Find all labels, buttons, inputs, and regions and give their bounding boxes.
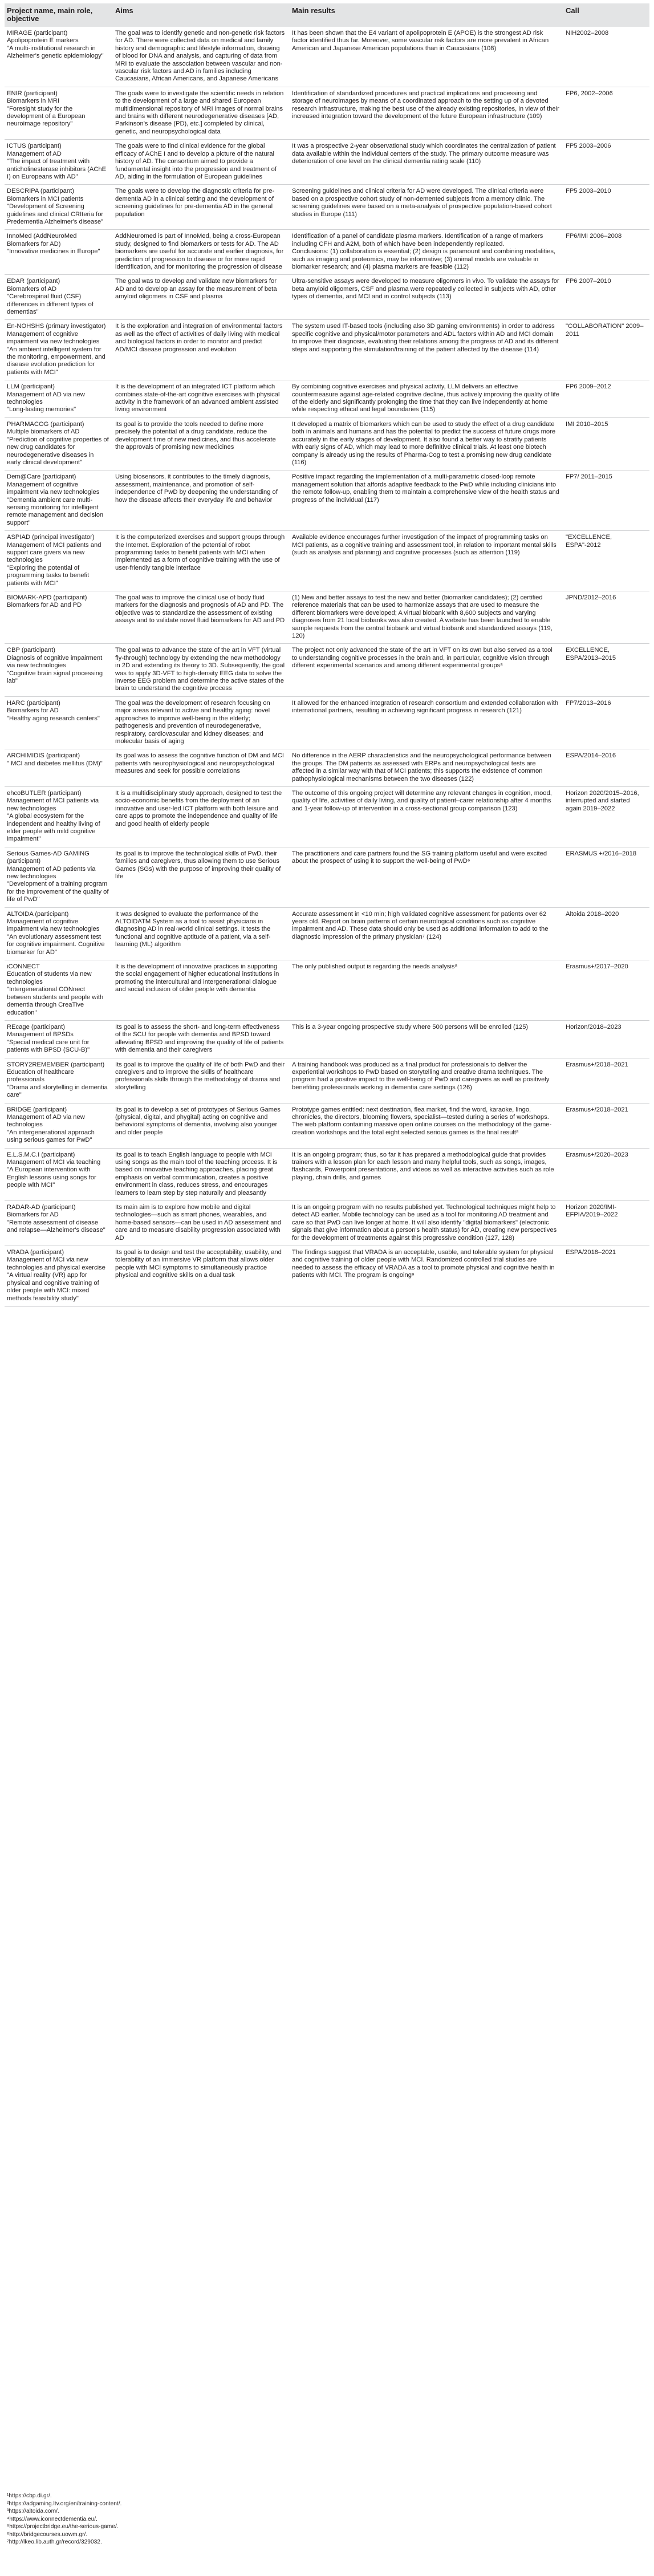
cell-project: Dem@Care (participant) Management of cognitive impairment via new technologies "Dementia ambient care multi-sensing monitoring for intelligent remote management and decision support" xyxy=(5,470,113,531)
footnote: ⁴https://www.iconnectdementia.eu/. xyxy=(7,2516,98,2522)
cell-aims: The goals were to develop the diagnostic criteria for pre-dementia AD in a clinical setting and the development of screening guidelines for pre-dementia AD in the general population xyxy=(113,185,290,230)
cell-main-results: The practitioners and care partners found the SG training platform useful and were excited about the prospect of using it to support the well-being of PwD⁶ xyxy=(290,847,563,907)
table-row xyxy=(5,470,649,531)
cell-project: VRADA (participant) Management of MCI via new technologies and physical exercise "A virtual reality (VR) app for physical and cognitive training of older people with MCI: mixed methods feasibility study" xyxy=(5,1246,113,1307)
cell-call: FP7/ 2011–2015 xyxy=(563,470,649,531)
cell-aims: The goal was to identify genetic and non-genetic risk factors for AD. There were collected data on medical and family history and demographic and lifestyle information, drawing of blood for DNA and analysis, and capturing of data from MRI to evaluate the association between vascular and non-vascular risk factors and AD in families including Caucasians, African Americans, and Japanese Americans xyxy=(113,27,290,87)
cell-aims: It is a multidisciplinary study approach, designed to test the socio-economic benefits from the deployment of an innovative and user-led ICT platform with both leisure and care apps to promote the independence and quality of life and good health of elderly people xyxy=(113,786,290,847)
cell-call: FP6, 2002–2006 xyxy=(563,87,649,139)
cell-main-results: Accurate assessment in <10 min; high validated cognitive assessment for patients over 62 years old. Report on brain patterns of certain neurological conditions such as cognitive impairment and AD. These data should only be used as additional information to add to the diagnostic impression of the primary physician⁷ (124) xyxy=(290,907,563,960)
cell-call: FP5 2003–2010 xyxy=(563,185,649,230)
cell-aims: Its goal was to assess the cognitive function of DM and MCI patients with neurophysiological and neuropsychological measures and seek for possible correlations xyxy=(113,749,290,787)
cell-call: JPND/2012–2016 xyxy=(563,591,649,644)
cell-main-results: It is an ongoing program with no results published yet. Technological techniques might help to detect AD earlier. Mobile technology can be used as a tool for monitoring AD treatment and care so that PwD can live longer at home. It will also identify "digital biomarkers" (electronic signals that give information about a person's health status) for AD, creating new perspectives for the development of treatments against this progressive condition (127, 128) xyxy=(290,1201,563,1246)
cell-aims: It was designed to evaluate the performance of the ALTOIDATM System as a tool to assist physicians in diagnosing AD in real-world clinical settings. It tests the functional and cognitive aptitude of a patient, via a self-learning (ML) algorithm xyxy=(113,907,290,960)
cell-aims: The goals were to find clinical evidence for the global efficacy of AChE I and to develop a picture of the natural history of AD. The consortium aimed to provide a fundamental insight into the progression and treatment of AD, aiding in the formulation of European guidelines xyxy=(113,140,290,185)
cell-call: FP7/2013–2016 xyxy=(563,696,649,749)
footnotes xyxy=(7,2492,645,2546)
cell-project: Serious Games-AD GAMING (participant) Management of AD patients via new technologies "Development of a training program for the improvement of the quality of life of PwD" xyxy=(5,847,113,907)
table-row xyxy=(5,1201,649,1246)
cell-project: ICTUS (participant) Management of AD "The impact of treatment with anticholinesterase inhibitors (AChE I) on Europeans with AD" xyxy=(5,140,113,185)
cell-aims: AddNeuromed is part of InnoMed, being a cross-European study, designed to find biomarkers or tests for AD. The AD biomarkers are useful for accurate and earlier diagnosis, for prediction of progression to disease or for more rapid identification, and for monitoring the progression of disease xyxy=(113,230,290,275)
table-row xyxy=(5,1058,649,1103)
cell-main-results: It allowed for the enhanced integration of research consortium and extended collaboration with international partners, resulting in achieving significant progress in research (121) xyxy=(290,696,563,749)
cell-call: Horizon 2020/IMI-EFPIA/2019–2022 xyxy=(563,1201,649,1246)
cell-call: FP5 2003–2006 xyxy=(563,140,649,185)
footnote: ³https://altoida.com/. xyxy=(7,2508,59,2514)
table-row xyxy=(5,1103,649,1148)
table-row xyxy=(5,786,649,847)
cell-aims: Its goal is to improve the quality of life of both PwD and their caregivers and to improve the skills of healthcare professionals skills through the methodology of drama and storytelling xyxy=(113,1058,290,1103)
cell-aims: Its goal is to design and test the acceptability, usability, and tolerability of an immersive VR platform that allows older people with MCI symptoms to simultaneously practice physical and cognitive skills on a dual task xyxy=(113,1246,290,1307)
cell-main-results: The project not only advanced the state of the art in VFT on its own but also served as a tool to understanding cognitive processes in the brain and, in particular, cognitive vision through different experimental scenarios and among different experimental groups⁸ xyxy=(290,644,563,696)
table-row xyxy=(5,140,649,185)
cell-main-results: A training handbook was produced as a final product for professionals to deliver the experiential workshops to PwD based on storytelling and creative drama techniques. The program had a positive impact to the well-being of PwD and caregivers as well as positively benefiting professionals working in dementia care settings (126) xyxy=(290,1058,563,1103)
cell-project: EDAR (participant) Biomarkers of AD "Cerebrospinal fluid (CSF) differences in different types of dementias" xyxy=(5,275,113,320)
cell-project: STORY2REMEMBER (participant) Education of healthcare professionals "Drama and storytelling in dementia care" xyxy=(5,1058,113,1103)
cell-project: ARCHIMIDIS (participant) " MCI and diabetes mellitus (DM)" xyxy=(5,749,113,787)
header-call: Call xyxy=(563,3,649,27)
table-body xyxy=(5,27,649,1306)
cell-aims: Its goal is to develop a set of prototypes of Serious Games (physical, digital, and phygital) acting on cognitive and behavioral symptoms of dementia, involving also younger and older people xyxy=(113,1103,290,1148)
cell-main-results: Positive impact regarding the implementation of a multi-parametric closed-loop remote management solution that affords adaptive feedback to the PwD while including clinicians into the remote follow-up, enabling them to maintain a comprehensive view of the health status and progress of the individual (117) xyxy=(290,470,563,531)
cell-project: CBP (participant) Diagnosis of cognitive impairment via new technologies "Cognitive brain signal processing lab" xyxy=(5,644,113,696)
cell-project: ALTOIDA (participant) Management of cognitive impairment via new technologies "An evolutionary assessment test for cognitive impairment. Cognitive biomarker for AD" xyxy=(5,907,113,960)
cell-call: "COLLABORATION" 2009–2011 xyxy=(563,320,649,380)
cell-call: EXCELLENCE, ESPA/2013–2015 xyxy=(563,644,649,696)
cell-project: ASPIAD (principal investigator) Management of MCI patients and support care givers via new technologies "Exploring the potential of programming tasks to benefit patients with MCI" xyxy=(5,531,113,591)
cell-main-results: Prototype games entitled: next destination, flea market, find the word, karaoke, lingo, chronicles, the directors, blooming flowers, specialist—tested during a series of workshops. The web platform containing massive open online courses on the methodology of the game-creation workshops and the total eight selected serious games is the final result⁸ xyxy=(290,1103,563,1148)
cell-main-results: It developed a matrix of biomarkers which can be used to study the effect of a drug candidate both in animals and humans and has the potential to predict the success of future drugs more accurately in the early stages of development. It also found a better way to stratify patients with early signs of AD, which may lead to more definitive clinical trials. At least one biotech company is already using the results of Pharma-Cog to test a promising new drug candidate (116) xyxy=(290,417,563,470)
footnote: ²https://adgaming.ltv.org/en/training-content/. xyxy=(7,2500,122,2507)
cell-main-results: The findings suggest that VRADA is an acceptable, usable, and tolerable system for physical and cognitive training of older people with MCI. Randomized controlled trial studies are needed to assess the efficacy of VRADA as a tool to promote physical and cognitive health in patients with MCI. The program is ongoing⁹ xyxy=(290,1246,563,1307)
cell-call: ERASMUS +/2016–2018 xyxy=(563,847,649,907)
cell-project: BIOMARK-APD (participant) Biomarkers for AD and PD xyxy=(5,591,113,644)
cell-aims: The goal was to improve the clinical use of body fluid markers for the diagnosis and prognosis of AD and PD. The objective was to standardize the assessment of existing assays and to validate novel fluid biomarkers for AD and PD xyxy=(113,591,290,644)
table-row xyxy=(5,847,649,907)
footnote: ⁷http://lkeo.lib.auth.gr/record/329032. xyxy=(7,2539,102,2545)
projects-table xyxy=(5,3,649,1307)
cell-project: DESCRIPA (participant) Biomarkers in MCI patients "Development of Screening guidelines and clinical CRIteria for Predementia Alzheimer's disease" xyxy=(5,185,113,230)
cell-call: Horizon 2020/2015–2016, interrupted and started again 2019–2022 xyxy=(563,786,649,847)
cell-call: Altoida 2018–2020 xyxy=(563,907,649,960)
cell-aims: It is the exploration and integration of environmental factors as well as the effect of activities of daily living with medical and biological factors in order to monitor and predict AD/MCI disease progression and evolution xyxy=(113,320,290,380)
table-row xyxy=(5,1246,649,1307)
cell-main-results: Available evidence encourages further investigation of the impact of programming tasks on MCI patients, as a cognitive training and assessment tool, in relation to important mental skills (such as analysis and planning) and cognitive processes (such as attention (119) xyxy=(290,531,563,591)
table-row xyxy=(5,644,649,696)
cell-call: NIH2002–2008 xyxy=(563,27,649,87)
cell-call: Erasmus+/2017–2020 xyxy=(563,960,649,1021)
header-row xyxy=(5,3,649,27)
cell-call: ESPA/2018–2021 xyxy=(563,1246,649,1307)
cell-call: "EXCELLENCE, ESPA"-2012 xyxy=(563,531,649,591)
cell-aims: Using biosensors, it contributes to the timely diagnosis, assessment, maintenance, and promotion of self-independence of PwD by deepening the understanding of how the disease affects their everyday life and behavior xyxy=(113,470,290,531)
cell-project: PHARMACOG (participant) Multiple biomarkers of AD "Prediction of cognitive properties of new drug candidates for neurodegenerative diseases in early clinical development" xyxy=(5,417,113,470)
table-row xyxy=(5,907,649,960)
table-row xyxy=(5,696,649,749)
table-row xyxy=(5,320,649,380)
cell-call: FP6 2007–2010 xyxy=(563,275,649,320)
table-row xyxy=(5,380,649,418)
table-row xyxy=(5,749,649,787)
cell-project: HARC (participant) Biomarkers for AD "Healthy aging research centers" xyxy=(5,696,113,749)
table-row xyxy=(5,185,649,230)
table-row xyxy=(5,230,649,275)
cell-project: RADAR-AD (participant) Biomarkers for AD "Remote assessment of disease and relapse—Alzheimer's disease" xyxy=(5,1201,113,1246)
cell-aims: The goal was the development of research focusing on major areas relevant to active and healthy aging: novel approaches to improve well-being in the elderly; pathogenesis and prevention of neurodegenerative, respiratory, cardiovascular and kidney diseases; and molecular basis of aging xyxy=(113,696,290,749)
cell-main-results: It is an ongoing program; thus, so far it has prepared a methodological guide that provides trainers with a lesson plan for each lesson and many helpful tools, such as songs, images, flashcards, Powerpoint presentations, and videos as well as interactive activities such as role playing, chain drills, and games xyxy=(290,1148,563,1200)
cell-project: InnoMed (AddNeuroMed Biomarkers for AD) "Innovative medicines in Europe" xyxy=(5,230,113,275)
cell-call: IMI 2010–2015 xyxy=(563,417,649,470)
cell-call: Erasmus+/2018–2021 xyxy=(563,1103,649,1148)
cell-project: ehcoBUTLER (participant) Management of MCI patients via new technologies "A global ecosystem for the independent and healthy living of elder people with mild cognitive impairment" xyxy=(5,786,113,847)
cell-aims: The goal was to advance the state of the art in VFT (virtual fly-through) technology by extending the new methodology in 2D and extending its theory to 3D. Subsequently, the goal was to apply 3D-VFT to high-density EEG data to solve the inverse EEG problem and determine the active states of the brain to understand the cognitive process xyxy=(113,644,290,696)
cell-call: Horizon/2018–2023 xyxy=(563,1020,649,1058)
table-row xyxy=(5,960,649,1021)
footnote: ⁶http://bridgecourses.uowm.gr/. xyxy=(7,2531,88,2538)
cell-project: MIRAGE (participant) Apolipoprotein E markers "A multi-institutional research in Alzheimer's genetic epidemiology" xyxy=(5,27,113,87)
cell-project: BRIDGE (participant) Management of AD via new technologies "An intergenerational approach using serious games for PwD" xyxy=(5,1103,113,1148)
cell-project: iCONNECT Education of students via new technologies "Intergenerational CONnect between students and people with dementia through CreaTive education" xyxy=(5,960,113,1021)
cell-call: ESPA/2014–2016 xyxy=(563,749,649,787)
cell-aims: Its goal is to provide the tools needed to define more precisely the potential of a drug candidate, reduce the development time of new medicines, and thus accelerate the approvals of promising new medicines xyxy=(113,417,290,470)
cell-main-results: Ultra-sensitive assays were developed to measure oligomers in vivo. To validate the assays for beta amyloid oligomers, CSF and plasma were repeatedly collected in subjects with AD, other types of dementia, and MCI and in control subjects (113) xyxy=(290,275,563,320)
cell-main-results: This is a 3-year ongoing prospective study where 500 persons will be enrolled (125) xyxy=(290,1020,563,1058)
cell-main-results: It has been shown that the E4 variant of apolipoprotein E (APOE) is the strongest AD risk factor identified thus far. Moreover, some vascular risk factors are more prevalent in African American and Japanese American populations than in Caucasians (108) xyxy=(290,27,563,87)
cell-project: E.L.S.M.C.I (participant) Management of MCI via teaching "A European intervention with English lessons using songs for people with MCI" xyxy=(5,1148,113,1200)
cell-aims: The goals were to investigate the scientific needs in relation to the development of a large and shared European multidimensional repository of MRI images of normal brains and brains with different neurodegenerative diseases [AD, Parkinson's disease (PD), etc.] completed by clinical, genetic, and neuropsychological data xyxy=(113,87,290,139)
footnote: ⁵https://projectbridge.eu/the-serious-game/. xyxy=(7,2524,119,2530)
cell-call: FP6/IMI 2006–2008 xyxy=(563,230,649,275)
cell-main-results: (1) New and better assays to test the new and better (biomarker candidates); (2) certified reference materials that can be used to harmonize assays that are used to measure the different biomarkers were developed; A virtual biobank with 8,600 subjects and varying diagnoses from 21 local biobanks was also created. A website has been launched to enable sample requests from the central biobank and virtual biobank and standardized assays (119, 120) xyxy=(290,591,563,644)
cell-main-results: Screening guidelines and clinical criteria for AD were developed. The clinical criteria were based on a prospective cohort study of non-demented subjects from a memory clinic. The screening guidelines were based on a meta-analysis of prospective population-based cohort studies in Europe (111) xyxy=(290,185,563,230)
cell-aims: Its goal is to assess the short- and long-term effectiveness of the SCU for people with dementia and BPSD toward alleviating BPSD and improving the quality of life of patients with dementia and their caregivers xyxy=(113,1020,290,1058)
cell-aims: The goal was to develop and validate new biomarkers for AD and to develop an assay for the measurement of beta amyloid oligomers in CSF and plasma xyxy=(113,275,290,320)
cell-main-results: By combining cognitive exercises and physical activity, LLM delivers an effective countermeasure against age-related cognitive decline, thus actively improving the quality of life of the elderly and significantly prolonging the time that they can live independently at home while respecting ethical and legal boundaries (115) xyxy=(290,380,563,418)
table-row xyxy=(5,1148,649,1200)
table-row xyxy=(5,591,649,644)
cell-aims: It is the development of innovative practices in supporting the social engagement of higher educational institutions in promoting the intercultural and intergenerational dialogue and social inclusion of older people with dementia xyxy=(113,960,290,1021)
cell-project: REcage (participant) Management of BPSDs "Special medical care unit for patients with BPSD (SCU-B)" xyxy=(5,1020,113,1058)
table-row xyxy=(5,27,649,87)
cell-call: FP6 2009–2012 xyxy=(563,380,649,418)
cell-main-results: The system used IT-based tools (including also 3D gaming environments) in order to address specific cognitive and physical/motor parameters and ADL factors within AD and MCI domain to improve their diagnosis, evaluating their relations among the progress of AD and its different steps and supporting the stimulation/training of the patient affected by the disease (114) xyxy=(290,320,563,380)
cell-project: ENIR (participant) Biomarkers in MRI "Foresight study for the development of a European neuroimage repository" xyxy=(5,87,113,139)
table-header xyxy=(5,3,649,27)
cell-aims: Its main aim is to explore how mobile and digital technologies—such as smart phones, wearables, and home-based sensors—can be used in AD assessment and care and to measure disability progression associated with AD xyxy=(113,1201,290,1246)
cell-main-results: No difference in the AERP characteristics and the neuropsychological performance between the groups. The DM patients as assessed with ERPs and neuropsychological tests are affected in a similar way with that of MCI patients; this supports the existence of common pathophysiological mechanisms between the two diseases (122) xyxy=(290,749,563,787)
table-row xyxy=(5,87,649,139)
table-row xyxy=(5,1020,649,1058)
header-aims: Aims xyxy=(113,3,290,27)
footnote: ¹https://cbp.di.gr/. xyxy=(7,2493,52,2499)
cell-aims: Its goal is to improve the technological skills of PwD, their families and caregivers, thus allowing them to use Serious Games (SGs) with the purpose of improving their quality of life xyxy=(113,847,290,907)
cell-call: Erasmus+/2020–2023 xyxy=(563,1148,649,1200)
table-row xyxy=(5,531,649,591)
cell-project: En-NOHSHS (primary investigator) Management of cognitive impairment via new technologies "An ambient intelligent system for the monitoring, empowerment, and disease evolution prediction for patients with MCI" xyxy=(5,320,113,380)
cell-aims: Its goal is to teach English language to people with MCI using songs as the main tool of the teaching process. It is based on innovative teaching approaches, placing great emphasis on verbal communication, creates a positive environment in class, reduces stress, and encourages learners to learn step by step naturally and pleasantly xyxy=(113,1148,290,1200)
cell-project: LLM (participant) Management of AD via new technologies "Long-lasting memories" xyxy=(5,380,113,418)
cell-main-results: The outcome of this ongoing project will determine any relevant changes in cognition, mood, quality of life, activities of daily living, and quality of patient–carer relationship after 4 months and 1-year follow-up of intervention in a cross-sectional group comparison (123) xyxy=(290,786,563,847)
cell-aims: It is the computerized exercises and support groups through the Internet. Exploration of the potential of robot programming tasks to benefit patients with MCI when implemented as a form of cognitive training with the use of user-friendly tangible interface xyxy=(113,531,290,591)
cell-main-results: It was a prospective 2-year observational study which coordinates the centralization of patient data available within the individual centers of the study. The primary outcome measure was deterioration of one level on the clinical dementia rating scale (110) xyxy=(290,140,563,185)
cell-call: Erasmus+/2018–2021 xyxy=(563,1058,649,1103)
cell-main-results: Identification of a panel of candidate plasma markers. Identification of a range of markers including CFH and A2M, both of which have been independently replicated. Conclusions: (1) collaboration is essential; (2) design is paramount and combining modalities, such as imaging and proteomics, may be informative; (3) animal models are valuable in biomarker research; and (4) plasma markers are feasible (112) xyxy=(290,230,563,275)
cell-main-results: Identification of standardized procedures and practical implications and processing and storage of neuroimages by means of a coordinated approach to the setting up of a devoted research infrastructure, making the best use of the already existing repositories, in view of their increased integration toward the development of the future European infrastructure (109) xyxy=(290,87,563,139)
cell-main-results: The only published output is regarding the needs analysis⁸ xyxy=(290,960,563,1021)
cell-aims: It is the development of an integrated ICT platform which combines state-of-the-art cognitive exercises with physical activity in the framework of an advanced ambient assisted living environment xyxy=(113,380,290,418)
table-row xyxy=(5,417,649,470)
table-row xyxy=(5,275,649,320)
header-main-results: Main results xyxy=(290,3,563,27)
header-project: Project name, main role, objective xyxy=(5,3,113,27)
